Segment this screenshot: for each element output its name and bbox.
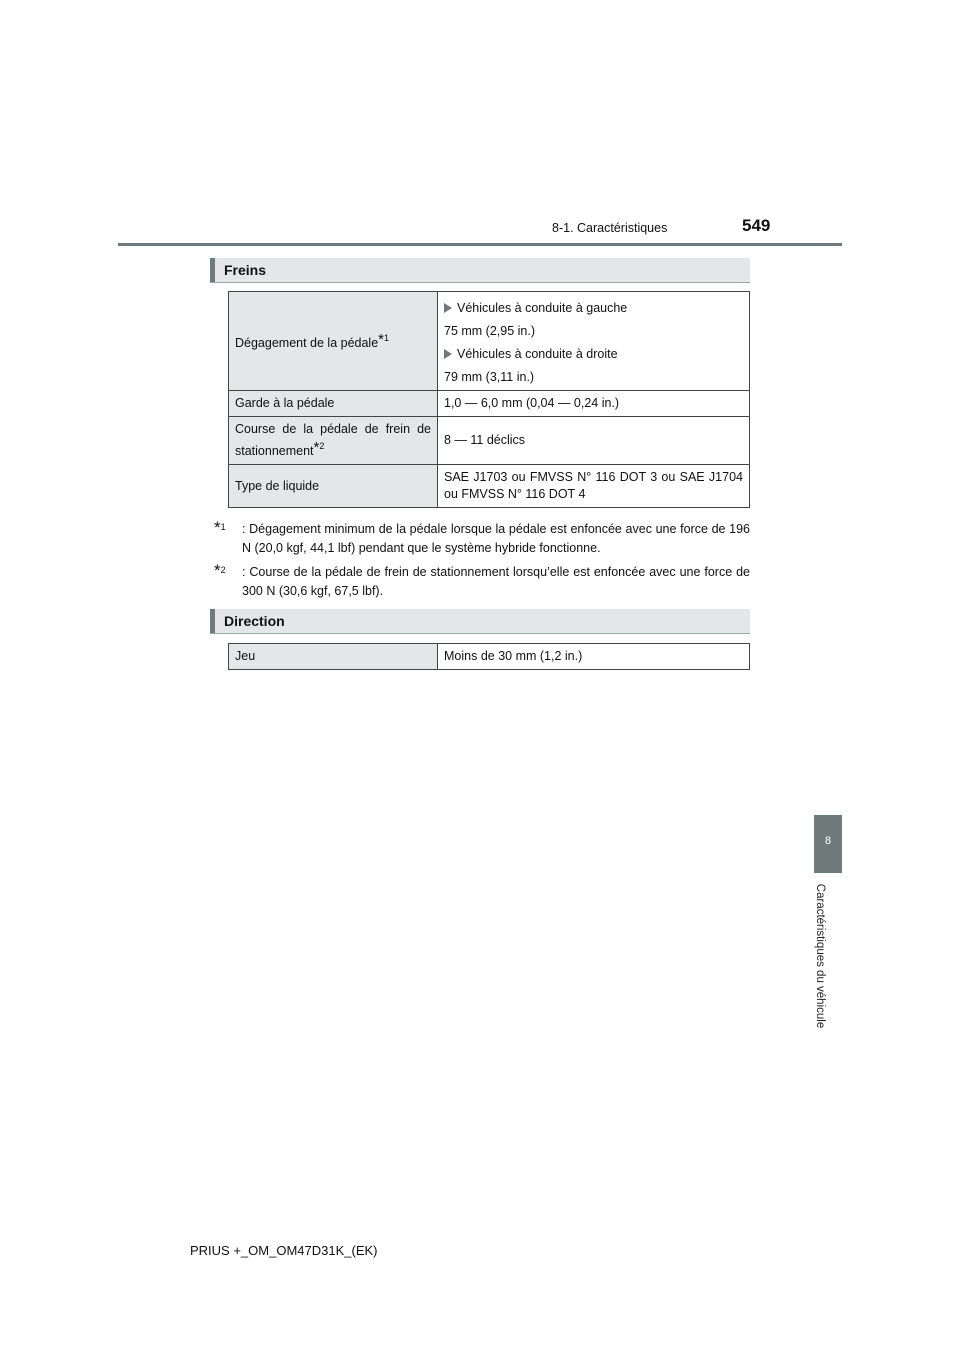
table-row — [229, 417, 750, 465]
footnote-ref: 2 — [319, 441, 325, 451]
option-name: Véhicules à conduite à gauche — [457, 301, 628, 315]
table-cell-label — [229, 292, 438, 391]
pedal-free-play-label: Garde à la pédale — [229, 391, 438, 417]
option-value: 79 mm (3,11 in.) — [444, 370, 535, 384]
table-row — [229, 391, 750, 417]
footnote-star-icon: * — [214, 518, 221, 537]
footnote-ref: 2 — [220, 565, 226, 575]
section-title-steering: Direction — [224, 613, 285, 629]
header-rule — [118, 243, 842, 246]
footer-doc-id: PRIUS +_OM_OM47D31K_(EK) — [190, 1243, 378, 1258]
section-header-brakes — [210, 258, 750, 283]
footnote-2 — [214, 563, 750, 601]
option-name: Véhicules à conduite à droite — [457, 347, 618, 361]
steering-play-value: Moins de 30 mm (1,2 in.) — [438, 644, 750, 670]
fluid-type-value: SAE J1703 ou FMVSS N° 116 DOT 3 ou SAE J1704 ou FMVSS N° 116 DOT 4 — [438, 465, 750, 508]
option-right-hand — [444, 346, 743, 363]
footnote-1 — [214, 520, 750, 558]
option-value: 75 mm (2,95 in.) — [444, 324, 536, 338]
chapter-tab — [814, 815, 842, 873]
footnote-text: : Dégagement minimum de la pédale lorsque la pédale est enfoncée avec une force de 196 N (20,0 kgf, 44,1 lbf) pendant que le système hybride fonctionne. — [242, 522, 750, 555]
section-header-steering — [210, 609, 750, 634]
chapter-number: 8 — [824, 835, 832, 847]
footnote-star-icon: * — [313, 439, 320, 456]
footnote-ref: 1 — [220, 522, 226, 532]
steering-play-label: Jeu — [229, 644, 438, 670]
option-left-hand — [444, 300, 743, 317]
table-cell-value — [438, 292, 750, 391]
table-row — [229, 465, 750, 508]
chapter-title-vertical: Caractéristiques du véhicule — [814, 883, 826, 1029]
section-title-brakes: Freins — [224, 262, 267, 278]
table-row — [229, 292, 750, 391]
brakes-table — [228, 291, 750, 508]
header-section-title: 8-1. Caractéristiques — [552, 221, 668, 235]
steering-table — [228, 643, 750, 670]
pedal-clearance-label: Dégagement de la pédale — [235, 336, 379, 350]
footnote-mark — [214, 518, 226, 542]
parking-brake-travel-value: 8 — 11 déclics — [438, 417, 750, 465]
footnote-mark — [214, 561, 226, 585]
footnote-text: : Course de la pédale de frein de stationnement lorsqu’elle est enfoncée avec une force de 300 N (30,6 kgf, 67,5 lbf). — [242, 565, 750, 598]
footnote-star-icon: * — [378, 331, 385, 348]
pedal-free-play-value: 1,0 — 6,0 mm (0,04 — 0,24 in.) — [438, 391, 750, 417]
triangle-right-icon — [444, 349, 452, 359]
table-cell-label — [229, 417, 438, 465]
page-number: 549 — [742, 216, 771, 235]
table-row — [229, 644, 750, 670]
footnote-ref: 1 — [384, 333, 390, 343]
triangle-right-icon — [444, 303, 452, 313]
parking-brake-travel-label: Course de la pédale de frein de stationnement — [235, 422, 431, 458]
fluid-type-label: Type de liquide — [229, 465, 438, 508]
footnote-star-icon: * — [214, 561, 221, 580]
